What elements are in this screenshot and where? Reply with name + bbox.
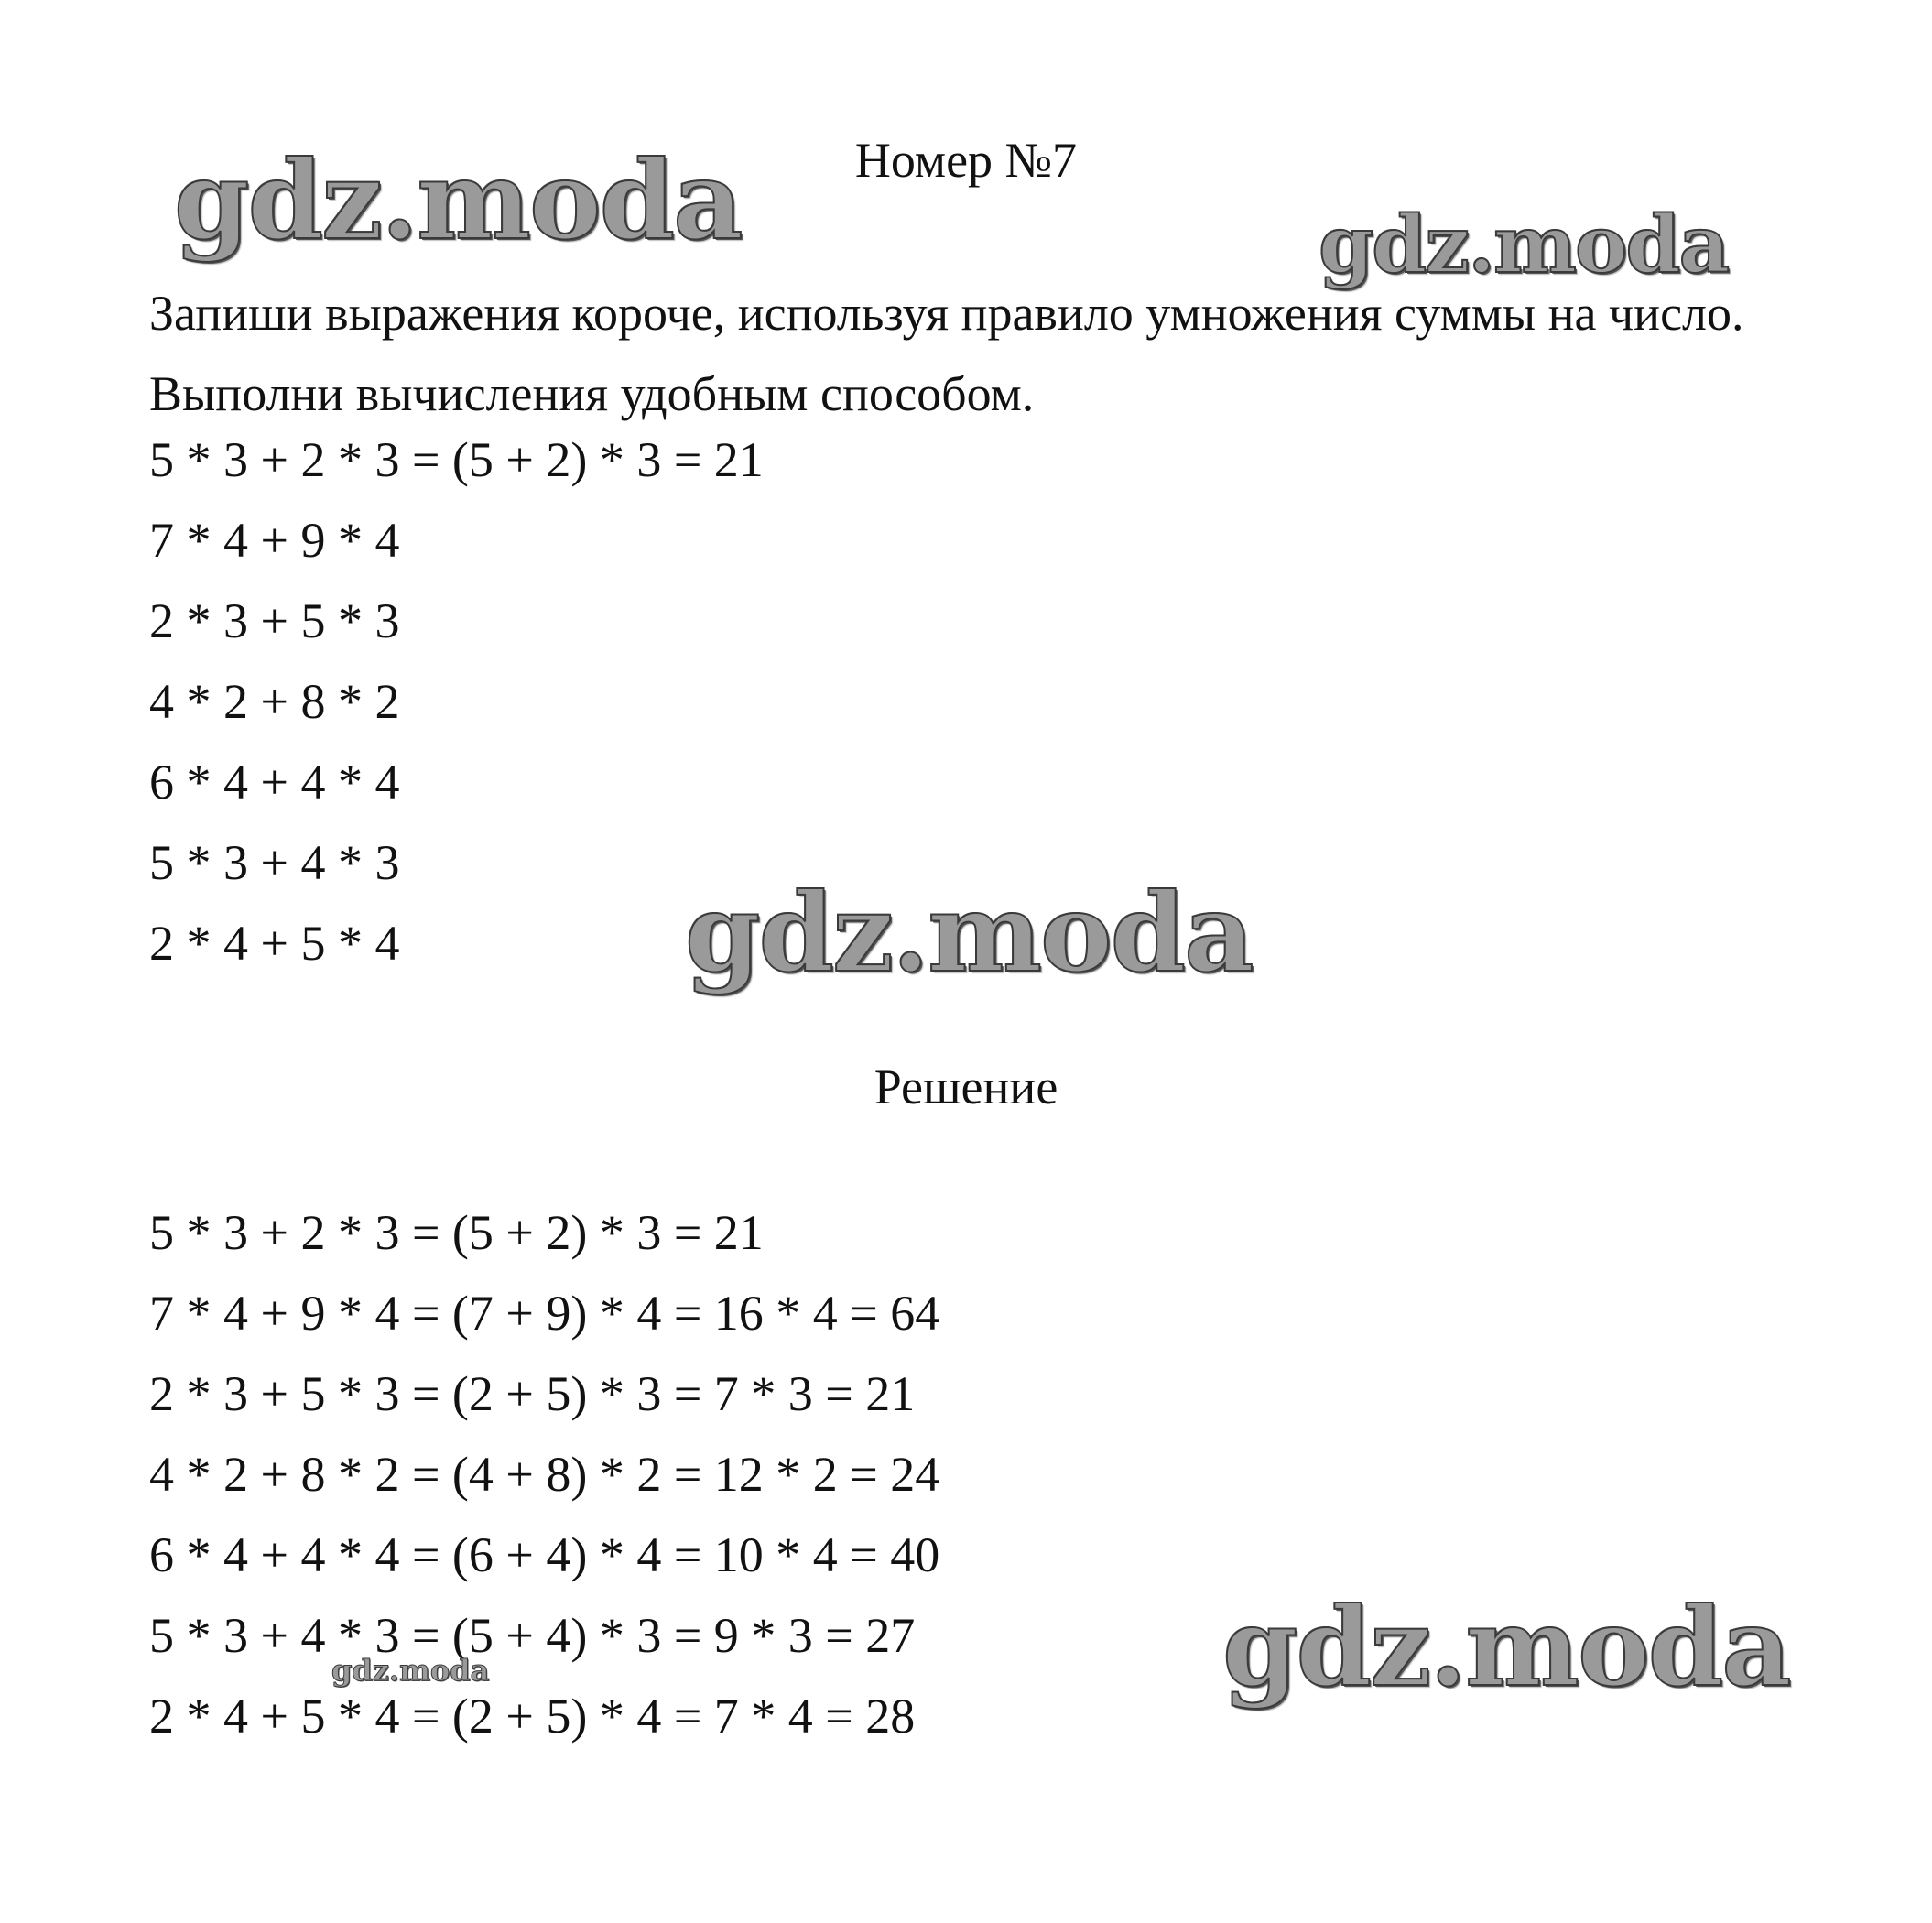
watermark-logo: gdz.moda bbox=[1319, 199, 1729, 291]
task-expression: 4 * 2 + 8 * 2 bbox=[149, 674, 400, 729]
exercise-title: Номер №7 bbox=[854, 133, 1078, 188]
task-expression-list bbox=[149, 419, 764, 983]
solution-expression: 2 * 3 + 5 * 3 = (2 + 5) * 3 = 7 * 3 = 21 bbox=[149, 1366, 916, 1421]
watermark-logo-small: gdz.moda bbox=[331, 1653, 490, 1688]
solution-expression: 7 * 4 + 9 * 4 = (7 + 9) * 4 = 16 * 4 = 64 bbox=[149, 1286, 940, 1341]
task-instruction: Запиши выражения короче, используя правило умножения суммы на число. Выполни вычисления удобным способом. bbox=[149, 286, 1744, 421]
solution-title: Решение bbox=[874, 1059, 1058, 1114]
solution-expression: 5 * 3 + 2 * 3 = (5 + 2) * 3 = 21 bbox=[149, 1205, 764, 1260]
task-expression: 6 * 4 + 4 * 4 bbox=[149, 755, 400, 809]
solution-expression: 2 * 4 + 5 * 4 = (2 + 5) * 4 = 7 * 4 = 28 bbox=[149, 1689, 916, 1744]
solution-expression: 6 * 4 + 4 * 4 = (6 + 4) * 4 = 10 * 4 = 40 bbox=[149, 1527, 940, 1582]
task-expression: 5 * 3 + 2 * 3 = (5 + 2) * 3 = 21 bbox=[149, 432, 764, 487]
task-expression: 5 * 3 + 4 * 3 bbox=[149, 835, 400, 890]
watermark-logo: gdz.moda bbox=[685, 869, 1253, 996]
solution-expression: 4 * 2 + 8 * 2 = (4 + 8) * 2 = 12 * 2 = 24 bbox=[149, 1447, 940, 1502]
watermark-logo: gdz.moda bbox=[1222, 1583, 1790, 1711]
watermark-logo: gdz.moda bbox=[174, 136, 742, 264]
task-expression: 2 * 3 + 5 * 3 bbox=[149, 593, 400, 648]
task-expression: 2 * 4 + 5 * 4 bbox=[149, 916, 400, 971]
solution-expression: 5 * 3 + 4 * 3 = (5 + 4) * 3 = 9 * 3 = 27 bbox=[149, 1608, 916, 1663]
task-expression: 7 * 4 + 9 * 4 bbox=[149, 513, 400, 568]
solution-expression-list bbox=[149, 1192, 939, 1756]
